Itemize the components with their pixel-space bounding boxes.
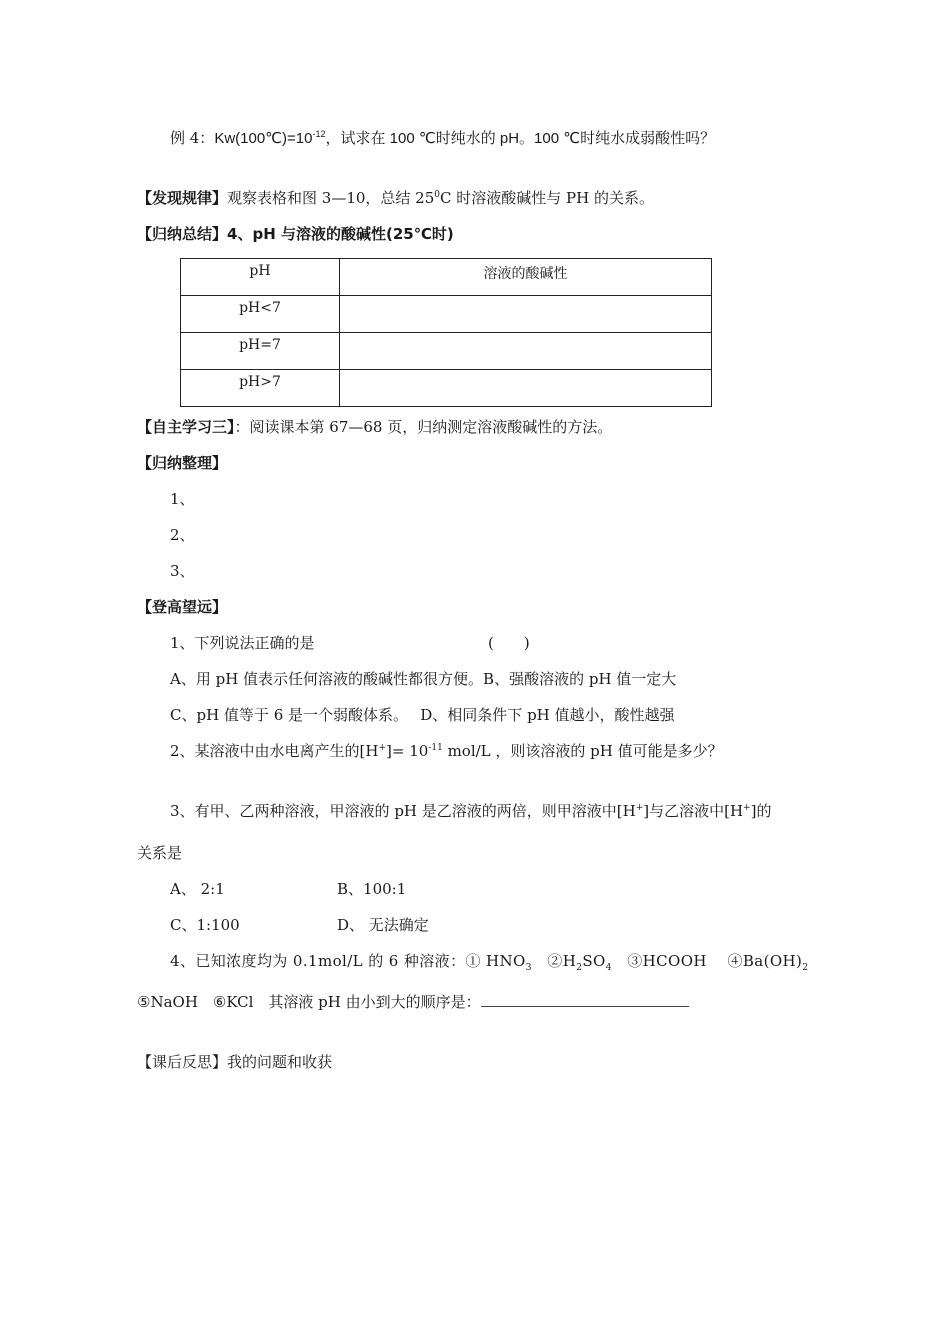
summary-title: 【归纳总结】4、pH 与溶液的酸碱性(25℃时) (137, 225, 454, 243)
table-row (181, 333, 712, 370)
question-1-stem: 1、下列说法正确的是 (170, 634, 315, 652)
table-header-ph: pH (181, 259, 340, 296)
question-2: 2、某溶液中由水电离产生的$[H^+]= 10^{-11}$ mol/L ，则该溶液的 pH 值可能是多少？ (170, 742, 723, 760)
question-3-option-c: C、1:100 (170, 916, 240, 934)
question-3: 3、有甲、乙两种溶液，甲溶液的 pH 是乙溶液的两倍，则甲溶液中[H+]与乙溶液中[H+]的 (170, 802, 772, 820)
table-cell: pH>7 (181, 370, 340, 407)
question-3-cont: 关系是 (137, 844, 183, 862)
question-3-option-b: B、100:1 (337, 880, 407, 898)
question-1-options-ab: A、用 pH 值表示任何溶液的酸碱性都很方便。B、强酸溶液的 pH 值一定大 (170, 670, 677, 688)
reflection: 【课后反思】我的问题和收获 (137, 1053, 333, 1071)
table-header-row (181, 259, 712, 296)
question-4: 4、已知浓度均为 0.1mol/L 的 6 种溶液：① $HNO_3$ $②H_2SO_4$ ③HCOOH $④Ba(OH)_2$ (170, 952, 809, 973)
question-4-cont: ⑤NaOH ⑥KCl 其溶液 pH 由小到大的顺序是： (137, 992, 689, 1012)
list-item: 1、 (170, 490, 195, 508)
advance-title: 【登高望远】 (137, 598, 228, 616)
table-row (181, 370, 712, 407)
table-cell (340, 333, 712, 370)
example-4: 例 4：$Kw(100℃)=10^{-12}$，试求在 100 ℃时纯水的 pH。100 ℃时纯水成弱酸性吗？ (170, 129, 716, 147)
question-3-option-d: D、 无法确定 (337, 916, 429, 934)
answer-blank[interactable] (481, 992, 689, 1007)
list-item: 3、 (170, 562, 195, 580)
discover-rule: 【发现规律】观察表格和图 3—10，总结 $25^0C$ 时溶液酸碱性与 PH 的关系。 (137, 189, 654, 207)
table-cell (340, 370, 712, 407)
self-study-3: 【自主学习三】：阅读课本第 67—68 页，归纳测定溶液酸碱性的方法。 (137, 418, 613, 436)
table-cell (340, 296, 712, 333)
table-row (181, 296, 712, 333)
organize-title: 【归纳整理】 (137, 454, 228, 472)
question-1-paren: ( ) (488, 634, 530, 652)
list-item: 2、 (170, 526, 195, 544)
table-header-acidity: 溶液的酸碱性 (340, 259, 712, 296)
table-cell: pH=7 (181, 333, 340, 370)
question-3-option-a: A、 2:1 (170, 880, 225, 898)
table-cell: pH<7 (181, 296, 340, 333)
question-1-options-cd: C、pH 值等于 6 是一个弱酸体系。 D、相同条件下 pH 值越小，酸性越强 (170, 706, 675, 724)
ph-acidity-table (180, 258, 712, 407)
